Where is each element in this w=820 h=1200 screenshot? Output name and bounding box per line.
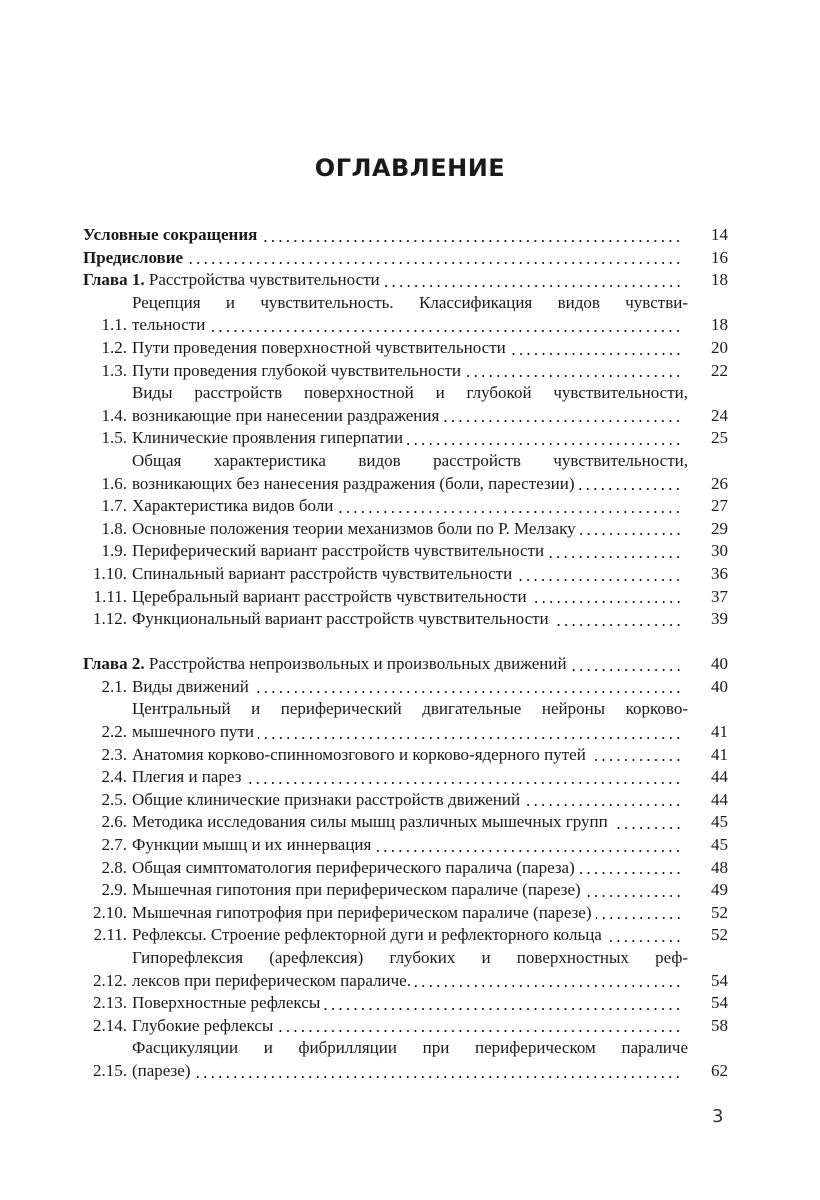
entry-title [132, 924, 602, 947]
section-number: 2.10. [93, 902, 127, 922]
toc-subsection-entry[interactable] [83, 992, 728, 1015]
entry-last-line [132, 879, 688, 902]
entry-last-line [132, 1015, 688, 1038]
entry-body [83, 269, 688, 292]
entry-body [132, 427, 688, 450]
section-number: 2.5. [101, 789, 127, 809]
dot-leader [516, 563, 682, 586]
entry-title [132, 744, 586, 767]
entry-title-line: Спинальный вариант расстройств чувствительности [132, 563, 513, 583]
entry-title-line: Методика исследования силы мышц различных мышечных групп [132, 812, 608, 832]
entry-title-line: возникающие при нанесении раздражения [132, 405, 440, 425]
entry-last-line [132, 427, 688, 450]
entry-last-line [132, 314, 688, 337]
entry-title [132, 766, 241, 789]
entry-title [132, 427, 403, 450]
section-gap [83, 631, 728, 654]
section-number: 2.2. [101, 722, 127, 742]
entry-last-line [132, 360, 688, 383]
entry-title-line: Пути проведения поверхностной чувствительности [132, 337, 506, 357]
entry-title-line: Общая характеристика видов расстройств чувствительности, [132, 450, 688, 470]
section-number: 1.10. [93, 563, 127, 583]
entry-title-line: лексов при периферическом параличе. [132, 970, 411, 990]
entry-title-line: Общие клинические признаки расстройств движений [132, 789, 521, 809]
page-ref: 29 [711, 518, 728, 538]
entry-bold-label: Предисловие [83, 247, 184, 267]
dot-leader [553, 608, 682, 631]
entry-last-line [132, 721, 688, 744]
toc-subsection-entry[interactable] [83, 879, 728, 902]
entry-title [132, 337, 506, 360]
entry-body [132, 495, 688, 518]
entry-title-line: Рефлексы. Строение рефлекторной дуги и рефлекторного кольца [132, 925, 602, 945]
entry-title [83, 224, 257, 247]
page-ref: 36 [711, 563, 728, 583]
entry-title [132, 834, 371, 857]
page-ref: 16 [711, 247, 728, 267]
entry-title-line: Мышечная гипотрофия при периферическом параличе (парезе) [132, 902, 592, 922]
page-ref: 48 [711, 857, 728, 877]
entry-body [132, 924, 688, 947]
section-number: 2.13. [93, 993, 127, 1013]
entry-body [83, 224, 688, 247]
entry-title [132, 811, 608, 834]
dot-leader [590, 744, 682, 767]
dot-leader [337, 495, 682, 518]
toc-chapter-entry[interactable] [83, 653, 728, 676]
entry-bold-label: Условные сокращения [83, 225, 258, 244]
section-number: 2.3. [101, 744, 127, 764]
dot-leader [579, 857, 682, 880]
entry-body [132, 834, 688, 857]
entry-last-line [83, 224, 688, 247]
section-number: 1.3. [101, 360, 127, 380]
entry-title [132, 1060, 190, 1083]
toc-subsection-entry[interactable] [83, 811, 728, 834]
page-ref: 41 [711, 722, 728, 742]
entry-body [132, 902, 688, 925]
section-number: 1.11. [93, 586, 127, 606]
dot-leader [407, 427, 682, 450]
entry-title [132, 405, 439, 428]
entry-title-line: Фасцикуляции и фибрилляции при периферическом параличе [132, 1038, 688, 1058]
section-number: 1.6. [101, 473, 127, 493]
entry-title [83, 269, 380, 292]
dot-leader [443, 405, 682, 428]
section-number: 1.9. [101, 541, 127, 561]
toc-subsection-entry[interactable] [83, 789, 728, 812]
entry-body [132, 992, 688, 1015]
entry-last-line [132, 676, 688, 699]
toc-subsection-entry[interactable] [83, 1015, 728, 1038]
entry-title [132, 495, 333, 518]
entry-last-line [132, 766, 688, 789]
toc-subsection-entry[interactable] [83, 563, 728, 586]
entry-body [132, 450, 688, 495]
toc-subsection-entry[interactable] [83, 495, 728, 518]
page-ref: 45 [711, 835, 728, 855]
entry-title-line: Гипорефлексия (арефлексия) глубоких и поверхностных реф- [132, 948, 688, 967]
page-ref: 24 [711, 405, 728, 425]
toc-subsection-entry[interactable] [83, 382, 728, 427]
page-ref: 26 [711, 473, 728, 493]
dot-leader [531, 586, 682, 609]
entry-title [132, 473, 574, 496]
entry-bold-label: Глава 1. [83, 270, 145, 290]
page-ref: 52 [711, 902, 728, 922]
section-number: 2.14. [93, 1015, 127, 1035]
entry-title [132, 563, 512, 586]
toc-subsection-entry[interactable] [83, 924, 728, 947]
toc-subsection-entry[interactable] [83, 698, 728, 743]
page-ref: 14 [711, 225, 728, 244]
entry-title [132, 608, 549, 631]
section-number: 2.1. [101, 676, 127, 696]
entry-title [132, 1015, 273, 1038]
entry-last-line [83, 653, 688, 676]
entry-last-line [132, 902, 688, 925]
entry-last-line [132, 811, 688, 834]
entry-body [132, 789, 688, 812]
dot-leader [524, 789, 682, 812]
entry-title-line: (парезе) [132, 1060, 191, 1080]
dot-leader [612, 811, 682, 834]
entry-title-line: Церебральный вариант расстройств чувствительности [132, 586, 527, 606]
entry-body [132, 540, 688, 563]
section-number: 2.12. [93, 970, 127, 990]
toc-subsection-entry[interactable] [83, 337, 728, 360]
toc-subsection-entry[interactable] [83, 360, 728, 383]
dot-leader [258, 721, 682, 744]
entry-body [132, 608, 688, 631]
toc-heading: ОГЛАВЛЕНИЕ [314, 154, 506, 182]
page-ref: 22 [711, 360, 728, 380]
entry-bold-label: Глава 2. [83, 654, 145, 674]
entry-title-line: Расстройства чувствительности [144, 270, 380, 290]
entry-title-line: мышечного пути [132, 722, 254, 742]
toc-subsection-entry[interactable] [83, 857, 728, 880]
section-number: 2.11. [93, 925, 127, 945]
page-ref: 27 [711, 496, 728, 516]
entry-title-line: тельности [132, 315, 206, 335]
toc-subsection-entry[interactable] [83, 292, 728, 337]
toc-subsection-entry[interactable] [83, 834, 728, 857]
section-number: 1.12. [93, 609, 127, 629]
toc-subsection-entry[interactable] [83, 518, 728, 541]
dot-leader [375, 834, 682, 857]
entry-last-line [132, 992, 688, 1015]
entry-last-line [132, 540, 688, 563]
section-number: 2.9. [101, 880, 127, 900]
entry-title-line: Поверхностные рефлексы [132, 993, 321, 1013]
dot-leader [606, 924, 682, 947]
page-ref: 54 [711, 970, 728, 990]
entry-title-line: Пути проведения глубокой чувствительности [132, 360, 462, 380]
entry-title-line: Периферический вариант расстройств чувствительности [132, 541, 545, 561]
page-ref: 40 [711, 676, 728, 696]
page-ref: 62 [711, 1060, 728, 1080]
toc-subsection-entry[interactable] [83, 1037, 728, 1082]
entry-title-line: Мышечная гипотония при периферическом параличе (парезе) [132, 880, 581, 900]
dot-leader [510, 337, 682, 360]
entry-last-line [83, 269, 688, 292]
dot-leader [578, 473, 682, 496]
entry-body [132, 563, 688, 586]
section-number: 2.4. [101, 767, 127, 787]
section-number: 1.2. [101, 337, 127, 357]
entry-body [132, 337, 688, 360]
entry-last-line [132, 970, 688, 993]
toc-subsection-entry[interactable] [83, 427, 728, 450]
toc-subsection-entry[interactable] [83, 947, 728, 992]
entry-last-line [132, 563, 688, 586]
entry-last-line [83, 247, 688, 270]
dot-leader [465, 360, 682, 383]
entry-title-line: Основные положения теории механизмов боли по Р. Мелзаку [132, 518, 576, 538]
entry-title-line: Плегия и парез [132, 767, 242, 787]
entry-title-line: Глубокие рефлексы [132, 1015, 274, 1035]
dot-leader [261, 224, 682, 247]
entry-body [132, 1015, 688, 1038]
entry-body [132, 744, 688, 767]
entry-title [132, 857, 575, 880]
entry-body [132, 811, 688, 834]
dot-leader [209, 314, 682, 337]
page-ref: 52 [711, 925, 728, 945]
entry-title [132, 992, 320, 1015]
entry-title [132, 902, 592, 925]
entry-title [132, 540, 544, 563]
page-ref: 58 [711, 1015, 728, 1035]
dot-leader [245, 766, 682, 789]
entry-title-line: Характеристика видов боли [132, 496, 334, 516]
entry-title [132, 676, 249, 699]
section-number: 1.1. [101, 315, 127, 335]
page-ref: 44 [711, 789, 728, 809]
page-ref: 39 [711, 609, 728, 629]
section-number: 1.7. [101, 496, 127, 516]
section-number: 1.5. [101, 428, 127, 448]
entry-body [132, 382, 688, 427]
entry-title-line: Рецепция и чувствительность. Классификация видов чувстви- [132, 292, 688, 312]
dot-leader [585, 879, 682, 902]
entry-last-line [132, 857, 688, 880]
toc-subsection-entry[interactable] [83, 902, 728, 925]
page-ref: 18 [711, 315, 728, 335]
entry-title [132, 879, 581, 902]
entry-last-line [132, 834, 688, 857]
entry-body [132, 857, 688, 880]
entry-title [132, 586, 527, 609]
entry-title [132, 970, 411, 993]
page-ref: 45 [711, 812, 728, 832]
section-number: 2.15. [93, 1060, 127, 1080]
dot-leader [384, 269, 682, 292]
entry-title [83, 653, 567, 676]
entry-title [132, 518, 576, 541]
dot-leader [253, 676, 682, 699]
entry-title-line: Функциональный вариант расстройств чувствительности [132, 609, 549, 629]
page-ref: 25 [711, 428, 728, 448]
entry-last-line [132, 405, 688, 428]
entry-title-line: Функции мышц и их иннервация [132, 835, 372, 855]
entry-title-line: возникающих без нанесения раздражения (боли, парестезии) [132, 473, 575, 493]
entry-body [132, 518, 688, 541]
entry-last-line [132, 608, 688, 631]
entry-body [132, 676, 688, 699]
entry-last-line [132, 586, 688, 609]
entry-title [132, 314, 205, 337]
toc-chapter-entry[interactable] [83, 247, 728, 270]
entry-title-line: Виды расстройств поверхностной и глубокой чувствительности, [132, 383, 688, 403]
entry-last-line [132, 495, 688, 518]
section-number: 1.8. [101, 518, 127, 538]
entry-body [132, 879, 688, 902]
toc-subsection-entry[interactable] [83, 766, 728, 789]
dot-leader [596, 902, 682, 925]
toc-chapter-entry[interactable] [83, 224, 728, 247]
toc-chapter-entry[interactable] [83, 269, 728, 292]
entry-last-line [132, 337, 688, 360]
dot-leader [571, 653, 682, 676]
dot-leader [277, 1015, 682, 1038]
entry-last-line [132, 1060, 688, 1083]
entry-body [132, 947, 688, 992]
dot-leader [187, 247, 682, 270]
entry-body [132, 292, 688, 337]
section-number: 2.8. [101, 857, 127, 877]
entry-body [83, 653, 688, 676]
toc-subsection-entry[interactable] [83, 608, 728, 631]
dot-leader [194, 1060, 682, 1083]
toc-subsection-entry[interactable] [83, 744, 728, 767]
toc-subsection-entry[interactable] [83, 450, 728, 495]
page-ref: 44 [711, 767, 728, 787]
page-ref: 37 [711, 586, 728, 606]
entry-title [132, 789, 520, 812]
dot-leader [548, 540, 682, 563]
section-number: 1.4. [101, 405, 127, 425]
page-ref: 49 [711, 880, 728, 900]
entry-title-line: Расстройства непроизвольных и произвольных движений [144, 654, 567, 674]
entry-last-line [132, 744, 688, 767]
entry-title-line: Виды движений [132, 676, 249, 696]
page-ref: 20 [711, 337, 728, 357]
toc-subsection-entry[interactable] [83, 540, 728, 563]
entry-title-line: Анатомия корково-спинномозгового и корково-ядерного путей [132, 744, 586, 764]
entry-title-line: Клинические проявления гиперпатии [132, 428, 404, 448]
page-ref: 54 [711, 993, 728, 1013]
entry-body [132, 766, 688, 789]
toc-subsection-entry[interactable] [83, 676, 728, 699]
entry-body [132, 698, 688, 743]
entry-title-line: Общая симптоматология периферического паралича (пареза) [132, 857, 575, 877]
section-number: 2.7. [101, 835, 127, 855]
table-of-contents [83, 224, 728, 1083]
entry-body [132, 360, 688, 383]
entry-title-line: Центральный и периферический двигательные нейроны корково- [132, 699, 688, 719]
entry-last-line [132, 473, 688, 496]
section-number: 2.6. [101, 812, 127, 832]
page-ref: 41 [711, 744, 728, 764]
dot-leader [324, 992, 682, 1015]
entry-body [83, 247, 688, 270]
entry-last-line [132, 789, 688, 812]
entry-body [132, 586, 688, 609]
page-ref: 30 [711, 541, 728, 561]
entry-title [132, 360, 461, 383]
page-ref: 40 [711, 654, 728, 674]
entry-title [132, 721, 254, 744]
entry-last-line [132, 924, 688, 947]
dot-leader [415, 970, 682, 993]
toc-subsection-entry[interactable] [83, 586, 728, 609]
entry-last-line [132, 518, 688, 541]
page-ref: 18 [711, 270, 728, 290]
dot-leader [580, 518, 682, 541]
page-number: 3 [712, 1106, 724, 1127]
entry-body [132, 1037, 688, 1082]
entry-title [83, 247, 183, 270]
